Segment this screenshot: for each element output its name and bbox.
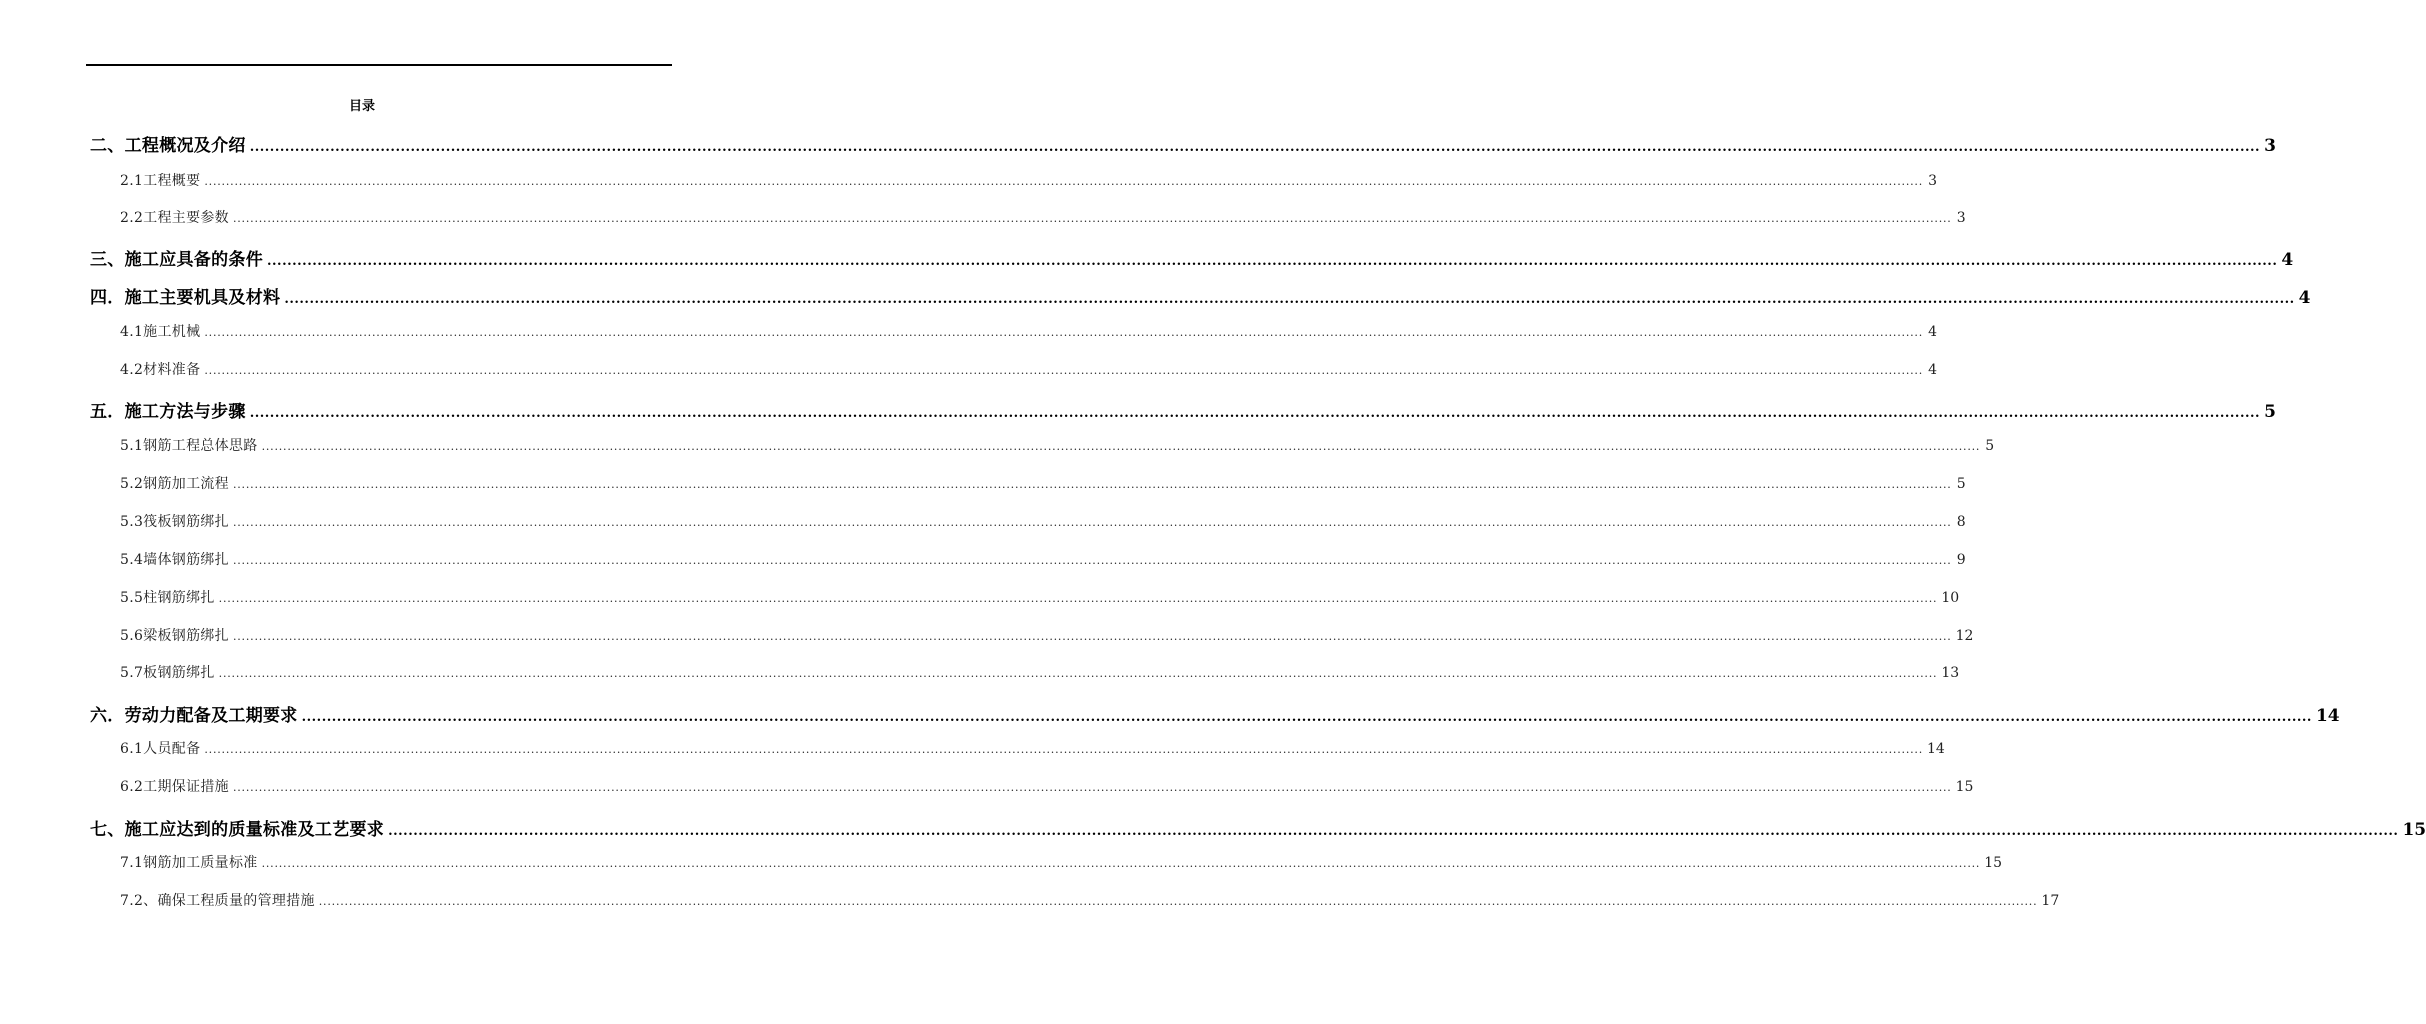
toc-section-entry[interactable] [120,473,1966,493]
toc-entry-page-number: 15 [2402,820,2426,840]
toc-chapter-entry[interactable] [90,245,2294,270]
toc-section-entry[interactable] [120,776,1974,796]
toc-entry-page-number: 14 [2315,706,2340,726]
toc-entry-label: 5.6梁板钢筋绑扎 [120,628,229,644]
toc-entry-label: 五．施工方法与步骤 [90,402,246,422]
dot-leader: ................................................................................................................................................................................................................................................................................................................................................................................................................ [249,140,2261,155]
toc-entry-page-number: 5 [2264,402,2276,422]
toc-entry-page-number: 15 [1955,779,1974,795]
toc-entry-page-number: 3 [1928,173,1938,189]
toc-entry-label: 5.1钢筋工程总体思路 [120,438,258,454]
toc-section-entry[interactable] [120,170,1938,190]
toc-entry-label: 2.2工程主要参数 [120,210,229,226]
toc-entry-label: 二、工程概况及介绍 [90,136,246,156]
toc-entry-page-number: 3 [1956,210,1966,226]
toc-entry-label: 5.4墙体钢筋绑扎 [120,552,229,568]
toc-entry-page-number: 17 [2041,893,2060,909]
toc-section-entry[interactable] [120,587,1960,607]
toc-chapter-entry[interactable] [90,397,2276,422]
toc-chapter-entry[interactable] [90,815,2426,840]
dot-leader: ................................................................................................................................................................................................................................................................................................................................................................................................................ [232,478,1952,491]
toc-entry-label: 七、施工应达到的质量标准及工艺要求 [90,820,385,840]
toc-entry-label: 7.2、确保工程质量的管理措施 [120,893,315,909]
toc-entry-page-number: 14 [1927,741,1945,757]
dot-leader: ................................................................................................................................................................................................................................................................................................................................................................................................................ [232,516,1952,529]
toc-entry-label: 4.2材料准备 [120,362,201,378]
toc-entry-page-number: 4 [1928,324,1938,340]
toc-chapter-entry[interactable] [90,131,2276,156]
dot-leader: ................................................................................................................................................................................................................................................................................................................................................................................................................ [218,592,1938,605]
toc-entry-label: 5.3筏板钢筋绑扎 [120,514,229,530]
toc-entry-page-number: 3 [2264,136,2276,156]
toc-section-entry[interactable] [120,662,1960,682]
toc-entry-page-number: 8 [1956,514,1966,530]
toc-chapter-entry[interactable] [90,283,2311,308]
toc-section-entry[interactable] [120,321,1938,341]
dot-leader: ................................................................................................................................................................................................................................................................................................................................................................................................................ [204,326,1924,339]
toc-entry-page-number: 4 [2298,288,2311,308]
toc-entry-page-number: 12 [1955,628,1974,644]
toc-entry-page-number: 4 [1928,362,1938,378]
toc-entry-page-number: 9 [1956,552,1966,568]
toc-entry-label: 6.1人员配备 [120,741,201,757]
toc-section-entry[interactable] [120,625,1974,645]
toc-section-entry[interactable] [120,549,1966,569]
toc-entry-label: 5.2钢筋加工流程 [120,476,229,492]
toc-entry-label: 三、施工应具备的条件 [90,250,263,270]
toc-section-entry[interactable] [120,207,1966,227]
dot-leader: ................................................................................................................................................................................................................................................................................................................................................................................................................ [249,406,2261,421]
toc-entry-label: 5.7板钢筋绑扎 [120,665,215,681]
toc-entry-label: 2.1工程概要 [120,173,201,189]
toc-entry-page-number: 13 [1941,665,1960,681]
dot-leader: ................................................................................................................................................................................................................................................................................................................................................................................................................ [232,781,1952,794]
toc-chapter-entry[interactable] [90,701,2340,726]
toc-entry-label: 六．劳动力配备及工期要求 [90,706,298,726]
toc-entry-page-number: 5 [1985,438,1995,454]
page-title: 目录 [348,99,375,114]
toc-entry-page-number: 15 [1984,855,2003,871]
toc-entry-label: 5.5柱钢筋绑扎 [120,590,215,606]
dot-leader: ................................................................................................................................................................................................................................................................................................................................................................................................................ [301,710,2312,725]
dot-leader: ................................................................................................................................................................................................................................................................................................................................................................................................................ [232,554,1952,567]
dot-leader: ................................................................................................................................................................................................................................................................................................................................................................................................................ [388,824,2399,839]
toc-section-entry[interactable] [120,511,1966,531]
dot-leader: ................................................................................................................................................................................................................................................................................................................................................................................................................ [218,667,1938,680]
toc-entry-label: 7.1钢筋加工质量标准 [120,855,258,871]
dot-leader: ................................................................................................................................................................................................................................................................................................................................................................................................................ [318,895,2038,908]
dot-leader: ................................................................................................................................................................................................................................................................................................................................................................................................................ [261,440,1981,453]
toc-entry-label: 四．施工主要机具及材料 [90,288,281,308]
dot-leader: ................................................................................................................................................................................................................................................................................................................................................................................................................ [232,630,1952,643]
toc-entry-page-number: 10 [1941,590,1960,606]
dot-leader: ................................................................................................................................................................................................................................................................................................................................................................................................................ [284,292,2295,307]
toc-section-entry[interactable] [120,890,2060,910]
toc-entry-page-number: 5 [1956,476,1966,492]
toc-section-entry[interactable] [120,435,1995,455]
dot-leader: ................................................................................................................................................................................................................................................................................................................................................................................................................ [261,857,1981,870]
dot-leader: ................................................................................................................................................................................................................................................................................................................................................................................................................ [232,212,1952,225]
toc-entry-page-number: 4 [2281,250,2294,270]
dot-leader: ................................................................................................................................................................................................................................................................................................................................................................................................................ [204,743,1924,756]
dot-leader: ................................................................................................................................................................................................................................................................................................................................................................................................................ [267,254,2278,269]
dot-leader: ................................................................................................................................................................................................................................................................................................................................................................................................................ [204,175,1924,188]
toc-section-entry[interactable] [120,852,2003,872]
toc-entry-label: 4.1施工机械 [120,324,201,340]
toc-section-entry[interactable] [120,738,1945,758]
toc-entry-label: 6.2工期保证措施 [120,779,229,795]
toc-section-entry[interactable] [120,359,1938,379]
dot-leader: ................................................................................................................................................................................................................................................................................................................................................................................................................ [204,364,1924,377]
